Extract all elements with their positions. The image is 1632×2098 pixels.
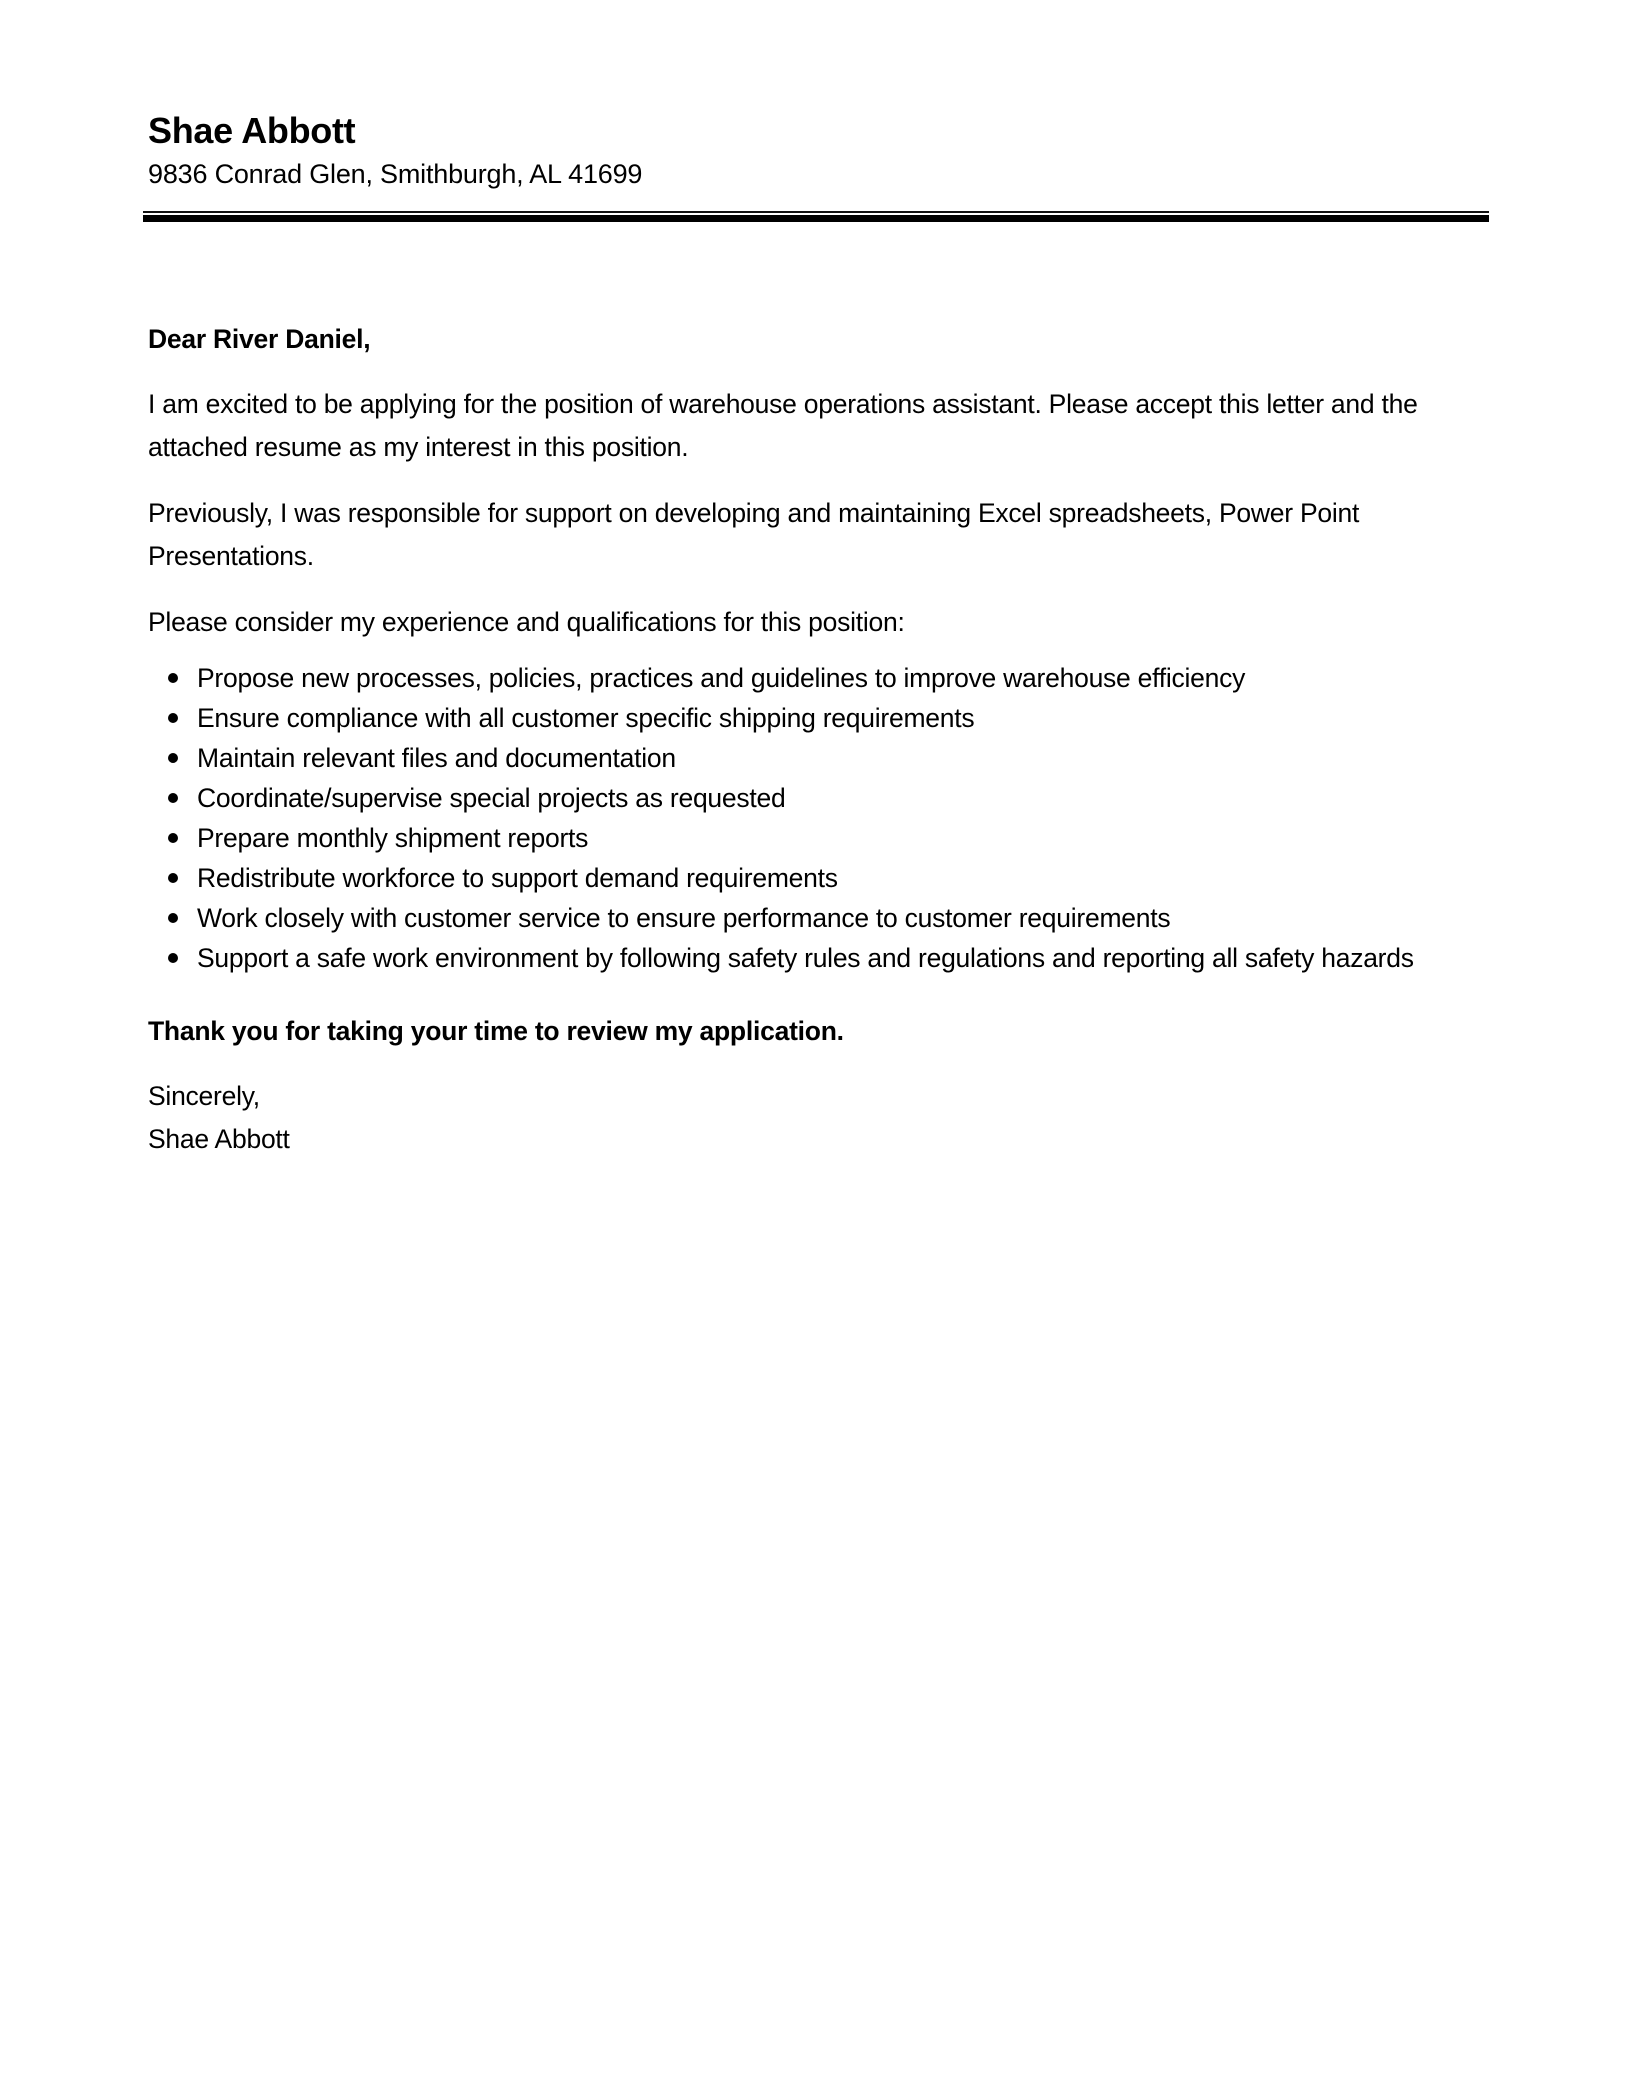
list-item-text: Coordinate/supervise special projects as requested <box>197 783 786 813</box>
qualifications-list <box>148 658 1478 978</box>
bullet-icon <box>168 833 178 843</box>
salutation: Dear River Daniel, <box>148 324 371 354</box>
bullet-icon <box>168 753 178 763</box>
sender-name: Shae Abbott <box>148 110 356 151</box>
bullet-icon <box>168 673 178 683</box>
bullet-icon <box>168 873 178 883</box>
list-item <box>148 858 1478 898</box>
sender-address: 9836 Conrad Glen, Smithburgh, AL 41699 <box>148 159 643 189</box>
signature: Shae Abbott <box>148 1124 290 1154</box>
list-item-text: Support a safe work environment by following safety rules and regulations and reporting all safety hazards <box>197 943 1414 973</box>
list-item-text: Prepare monthly shipment reports <box>197 823 589 853</box>
bullet-icon <box>168 913 178 923</box>
list-item-text: Work closely with customer service to ensure performance to customer requirements <box>197 903 1171 933</box>
bullet-icon <box>168 793 178 803</box>
thank-you-line: Thank you for taking your time to review my application. <box>148 1016 844 1046</box>
letter-body <box>148 318 1478 1161</box>
list-item <box>148 818 1478 858</box>
bullet-icon <box>168 953 178 963</box>
divider-thick-line <box>143 215 1489 222</box>
list-item <box>148 938 1478 978</box>
list-item-text: Redistribute workforce to support demand requirements <box>197 863 838 893</box>
list-item <box>148 698 1478 738</box>
intro-paragraph: I am excited to be applying for the position of warehouse operations assistant. Please accept this letter and the attached resume as my interest in this position. <box>148 389 1418 462</box>
letter-header <box>148 108 1488 194</box>
header-divider <box>143 211 1489 222</box>
list-item-text: Propose new processes, policies, practices and guidelines to improve warehouse efficiency <box>197 663 1246 693</box>
experience-paragraph: Previously, I was responsible for support on developing and maintaining Excel spreadsheets, Power Point Presentations. <box>148 498 1360 571</box>
closing: Sincerely, <box>148 1081 260 1111</box>
list-item <box>148 778 1478 818</box>
list-item <box>148 898 1478 938</box>
list-item-text: Maintain relevant files and documentation <box>197 743 676 773</box>
qualifications-intro: Please consider my experience and qualifications for this position: <box>148 607 905 637</box>
list-item-text: Ensure compliance with all customer specific shipping requirements <box>197 703 975 733</box>
list-item <box>148 658 1478 698</box>
list-item <box>148 738 1478 778</box>
bullet-icon <box>168 713 178 723</box>
